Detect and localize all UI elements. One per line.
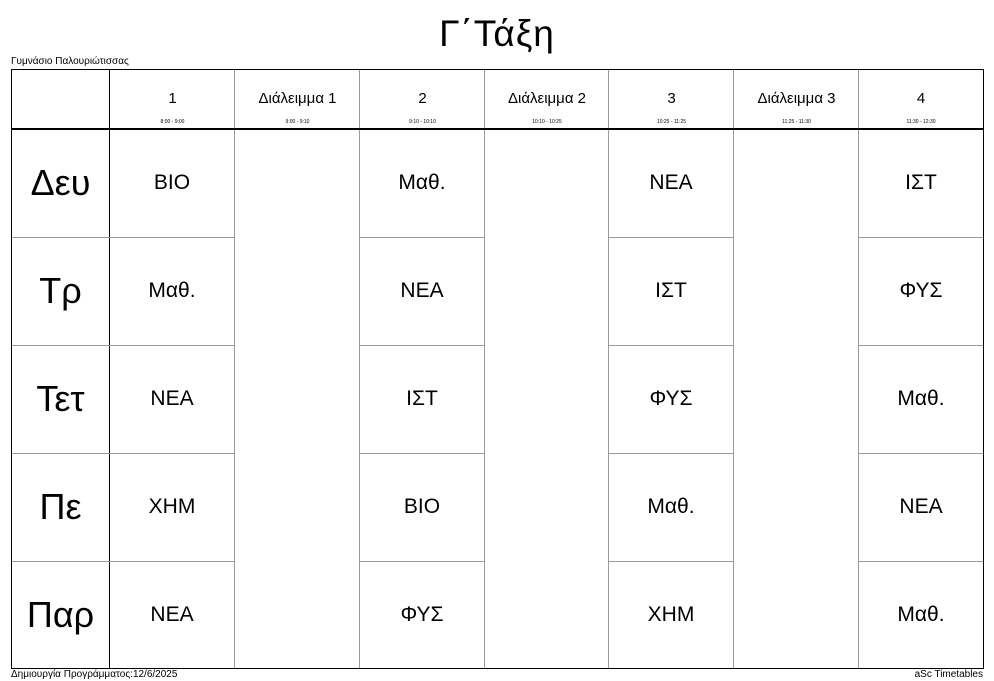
day-label: Πε bbox=[39, 486, 82, 527]
period-time: 9:10 - 10:10 bbox=[409, 119, 436, 125]
period-name: 4 bbox=[916, 90, 926, 107]
day-label: Τετ bbox=[36, 378, 85, 419]
day-label: Παρ bbox=[26, 594, 95, 635]
period-time: 9:00 - 9:10 bbox=[285, 119, 310, 125]
period-header bbox=[859, 70, 983, 129]
lesson-cell: Μαθ. bbox=[897, 603, 945, 626]
period-name: 1 bbox=[168, 90, 177, 107]
period-header bbox=[609, 70, 734, 129]
period-name: Διάλειμμα 1 bbox=[258, 90, 337, 107]
generated-date: Δημιουργία Προγράμματος:12/6/2025 bbox=[11, 669, 178, 680]
break-header bbox=[235, 70, 360, 129]
period-name: 2 bbox=[418, 90, 427, 107]
lesson-cell: ΦΥΣ bbox=[400, 603, 444, 626]
lesson-cell: ΙΣΤ bbox=[905, 171, 937, 194]
period-time: 10:10 - 10:25 bbox=[532, 119, 562, 125]
lesson-cell: ΙΣΤ bbox=[406, 387, 438, 410]
software-credit: aSc Timetables bbox=[914, 669, 983, 680]
lesson-cell: ΦΥΣ bbox=[649, 387, 693, 410]
period-name: Διάλειμμα 3 bbox=[757, 90, 836, 107]
lesson-cell: ΒΙΟ bbox=[403, 495, 441, 518]
lesson-cell: ΝΕΑ bbox=[400, 279, 444, 302]
lesson-cell: ΙΣΤ bbox=[655, 279, 687, 302]
lesson-cell: Μαθ. bbox=[647, 495, 695, 518]
break-header bbox=[734, 70, 859, 129]
timetable-grid bbox=[11, 69, 984, 669]
lesson-cell: Μαθ. bbox=[148, 279, 196, 302]
lesson-cell: ΝΕΑ bbox=[649, 171, 693, 194]
period-time: 8:00 - 9:00 bbox=[160, 119, 185, 125]
period-time: 11:30 - 12:30 bbox=[906, 119, 936, 125]
period-name: Διάλειμμα 2 bbox=[507, 90, 586, 107]
lesson-cell: ΝΕΑ bbox=[150, 387, 194, 410]
lesson-cell: ΝΕΑ bbox=[150, 603, 194, 626]
period-header bbox=[110, 70, 235, 129]
period-time: 10:25 - 11:25 bbox=[656, 119, 687, 125]
lesson-cell: ΝΕΑ bbox=[899, 495, 943, 518]
lesson-cell: ΦΥΣ bbox=[899, 279, 943, 302]
school-name: Γυμνάσιο Παλουριώτισσας bbox=[11, 56, 129, 67]
lesson-cell: Μαθ. bbox=[897, 387, 945, 410]
break-header bbox=[485, 70, 609, 129]
day-label: Τρ bbox=[39, 270, 82, 311]
day-label: Δευ bbox=[30, 162, 91, 203]
lesson-cell: ΧΗΜ bbox=[647, 603, 695, 626]
page-title: Γ΄Τάξη bbox=[439, 13, 555, 54]
lesson-cell: ΒΙΟ bbox=[153, 171, 191, 194]
column-divider bbox=[484, 70, 485, 668]
lesson-cell: Μαθ. bbox=[398, 171, 446, 194]
column-divider bbox=[733, 70, 734, 668]
column-divider bbox=[234, 70, 235, 668]
lesson-cell: ΧΗΜ bbox=[148, 495, 196, 518]
period-time: 11:25 - 11:30 bbox=[782, 119, 811, 125]
period-header bbox=[360, 70, 485, 129]
period-name: 3 bbox=[667, 90, 676, 107]
